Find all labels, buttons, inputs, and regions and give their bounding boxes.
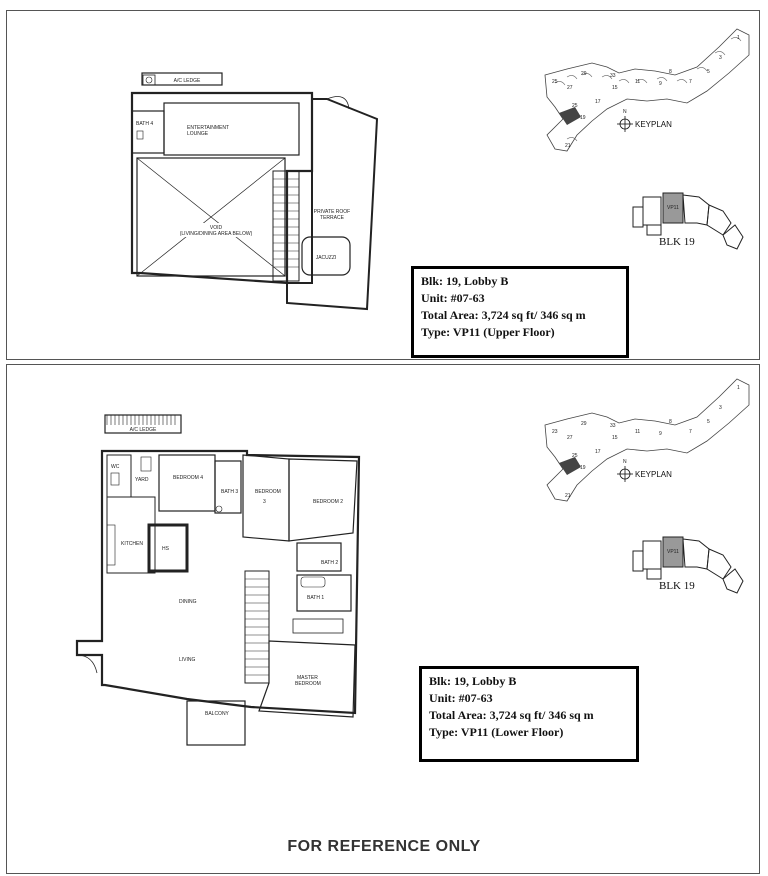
kp-num-1: 1: [737, 35, 740, 41]
info-area: Total Area: 3,724 sq ft/ 346 sq m: [421, 308, 586, 322]
kp-num-9: 9: [659, 81, 662, 87]
block-label-lower: BLK 19: [659, 580, 695, 592]
kp-num-29: 29: [581, 71, 587, 77]
block-unit-tag: VP11: [667, 205, 679, 211]
master-bedroom-label-2: BEDROOM: [295, 681, 321, 687]
bath-1-label: BATH 1: [307, 595, 325, 601]
bath-2-label: BATH 2: [321, 560, 339, 566]
wc-label: WC: [111, 464, 120, 470]
lower-floor-plan: [7, 365, 759, 873]
balcony: [187, 701, 245, 745]
kp-num-17: 17: [595, 99, 601, 105]
kp2-num-25: 25: [572, 453, 578, 459]
kp2-num-7: 7: [689, 429, 692, 435]
kp2-num-33: 33: [610, 423, 616, 429]
private-roof-terrace: [287, 99, 377, 309]
living-label: LIVING: [179, 657, 196, 663]
kp-num-33: 33: [610, 73, 616, 79]
kitchen-label: KITCHEN: [121, 541, 143, 547]
kp2-num-29: 29: [581, 421, 587, 427]
kp-num-15: 15: [612, 85, 618, 91]
kp-num-19: 19: [580, 115, 586, 121]
block-label: BLK 19: [659, 236, 695, 248]
keyplan-label-lower: KEYPLAN: [635, 470, 672, 479]
upper-floor-plan: [7, 11, 759, 359]
entertainment-lounge: [164, 103, 299, 155]
keyplan-map-lower: [545, 379, 749, 501]
kp2-num-19: 19: [580, 465, 586, 471]
keyplan-label: KEYPLAN: [635, 120, 672, 129]
north-compass-icon: [617, 116, 633, 132]
kp-num-3: 3: [719, 55, 722, 61]
lounge-label: LOUNGE: [187, 131, 209, 137]
hs-label: HS: [162, 546, 169, 552]
kp2-num-27: 27: [567, 435, 573, 441]
info-unit: Unit: #07-63: [429, 691, 493, 705]
staircase: [245, 579, 269, 675]
info-block: Blk: 19, Lobby B: [429, 674, 517, 688]
bedroom-4-label: BEDROOM 4: [173, 475, 204, 481]
kp-num-11: 11: [635, 79, 641, 85]
kp2-num-1: 1: [737, 385, 740, 391]
bedroom-3-label-a: BEDROOM: [255, 489, 281, 495]
kp-num-23: 25: [552, 79, 558, 85]
ac-ledge: [105, 415, 181, 433]
reference-footer: FOR REFERENCE ONLY: [287, 838, 481, 855]
bedroom-4: [159, 455, 215, 511]
bath-4-label: BATH 4: [136, 121, 154, 127]
info-block: Blk: 19, Lobby B: [421, 274, 509, 288]
unit-info-box-lower: [419, 666, 639, 762]
info-type: Type: VP11 (Upper Floor): [421, 325, 555, 339]
block-unit-tag-lower: VP11: [667, 549, 679, 555]
ac-ledge-label: A/C LEDGE: [129, 427, 157, 433]
bath-3: [215, 461, 241, 513]
kp2-num-11: 11: [635, 429, 641, 435]
kp-num-5: 5: [707, 69, 710, 75]
kp2-num-8: 8: [669, 419, 672, 425]
kp2-num-17: 17: [595, 449, 601, 455]
kp2-num-9: 9: [659, 431, 662, 437]
kp2-num-23: 23: [552, 429, 558, 435]
upper-floor-panel: [6, 10, 760, 360]
north-label-lower: N: [623, 459, 627, 465]
kp-num-27: 27: [567, 85, 573, 91]
lower-floor-panel: [6, 364, 760, 874]
entertainment-label: ENTERTAINMENT: [187, 125, 230, 131]
void-label: VOID: [209, 225, 223, 231]
balcony-label: BALCONY: [205, 711, 229, 717]
bath-1: [297, 575, 351, 611]
info-area: Total Area: 3,724 sq ft/ 346 sq m: [429, 708, 594, 722]
kp2-num-5: 5: [707, 419, 710, 425]
north-compass-icon-lower: [617, 466, 633, 482]
void-sub-label: (LIVING/DINING AREA BELOW): [179, 231, 253, 237]
bath-2: [297, 543, 341, 571]
kp-num-7: 7: [689, 79, 692, 85]
bedroom-3-label-b: 3: [263, 499, 266, 505]
info-type: Type: VP11 (Lower Floor): [429, 725, 564, 739]
dining-label: DINING: [179, 599, 197, 605]
ac-ledge-label: A/C LEDGE: [173, 78, 201, 84]
kp-num-8: 8: [669, 69, 672, 75]
kp2-num-21: 21: [565, 493, 571, 499]
bedroom-2-label: BEDROOM 2: [313, 499, 344, 505]
bedroom-3: [243, 455, 289, 541]
north-label: N: [623, 109, 627, 115]
bath-3-label: BATH 3: [221, 489, 239, 495]
kp-num-21: 21: [565, 143, 571, 149]
kp2-num-3: 3: [719, 405, 722, 411]
kp2-num-15: 15: [612, 435, 618, 441]
unit-info-box: [411, 266, 629, 358]
jacuzzi-label: JACUZZI: [315, 255, 337, 261]
kp-num-25: 25: [572, 103, 578, 109]
roof-terrace-label-1: PRIVATE ROOF: [313, 209, 351, 215]
master-bedroom-label-1: MASTER: [297, 675, 318, 681]
info-unit: Unit: #07-63: [421, 291, 485, 305]
yard-label: YARD: [135, 477, 149, 483]
keyplan-map: [545, 29, 749, 151]
roof-terrace-label-2: TERRACE: [320, 215, 344, 221]
